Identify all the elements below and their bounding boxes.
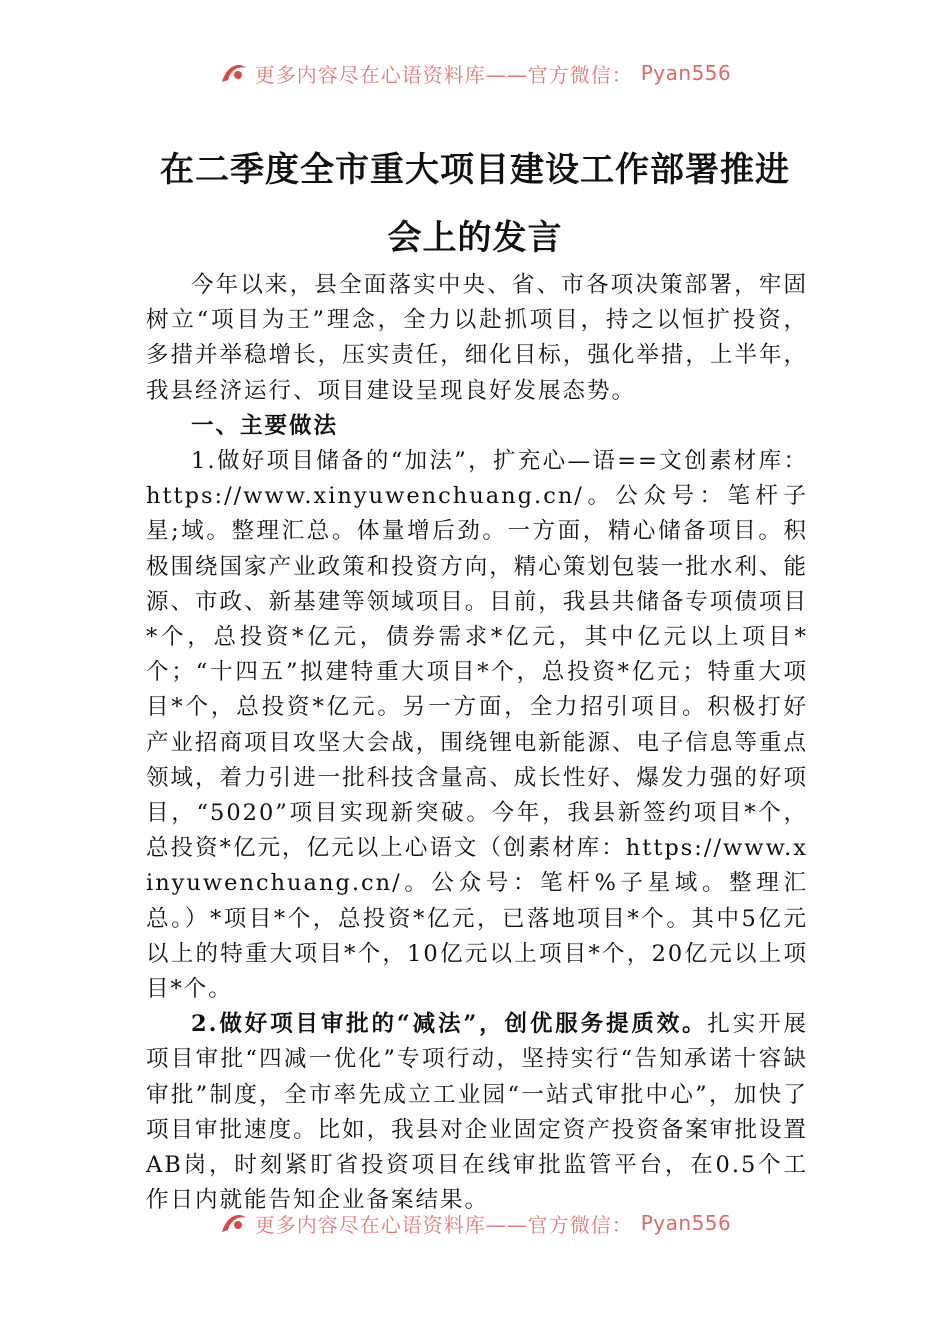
paragraph-2 — [146, 1007, 808, 1218]
watermark-text: 更多内容尽在心语资料库——官方微信： — [254, 1212, 633, 1237]
document-title-line-1: 在二季度全市重大项目建设工作部署推进 — [160, 150, 790, 190]
section-heading: 一、主要做法 — [191, 412, 339, 439]
paragraph-1: 1.做好项目储备的“加法”，扩充心—语==文创素材库：https://www.xinyuwenchuang.cn/。公众号：笔杆子星;域。整理汇总。体量增后劲。一方面，精心储备项目。积极围绕国家产业政策和投资方向，精心策划包装一批水利、能源、市政、新基建等领域项目。目前，我县共储备专项债项目*个，总投资*亿元，债券需求*亿元，其中亿元以上项目*个；“十四五”拟建特重大项目*个，总投资*亿元；特重大项目*个，总投资*亿元。另一方面，全力招引项目。积极打好产业招商项目攻坚大会战，围绕锂电新能源、电子信息等重点领域，着力引进一批科技含量高、成长性好、爆发力强的好项目，“5020”项目实现新突破。今年，我县新签约项目*个，总投资*亿元，亿元以上心语文（创素材库：https://www.xinyuwenchuang.cn/。公众号：笔杆%子星域。整理汇总。）*项目*个，总投资*亿元，已落地项目*个。其中5亿元以上的特重大项目*个，10亿元以上项目*个，20亿元以上项目*个。 — [146, 448, 808, 1003]
watermark-id: Pyan556 — [640, 61, 732, 85]
document-title-line-2: 会上的发言 — [387, 218, 563, 258]
watermark-id: Pyan556 — [640, 1211, 732, 1235]
brand-logo-icon — [219, 60, 249, 86]
watermark-text: 更多内容尽在心语资料库——官方微信： — [254, 62, 633, 87]
document-body — [146, 268, 808, 1218]
watermark-footer — [0, 1208, 950, 1238]
paragraph-2-body: 扎实开展项目审批“四减一优化”专项行动，坚持实行“告知承诺十容缺审批”制度，全市率先成立工业园“一站式审批中心”，加快了项目审批速度。比如，我县对企业固定资产投资备案审批设置AB岗，时刻紧盯省投资项目在线审批监管平台，在0.5个工作日内就能告知企业备案结果。 — [146, 1011, 808, 1214]
watermark-header — [0, 58, 950, 88]
intro-paragraph: 今年以来，县全面落实中央、省、市各项决策部署，牢固树立“项目为王”理念，全力以赴抓项目，持之以恒扩投资，多措并举稳增长，压实责任，细化目标，强化举措，上半年，我县经济运行、项目建设呈现良好发展态势。 — [146, 272, 808, 404]
paragraph-2-lead: 2.做好项目审批的“减法”，创优服务提质效。 — [191, 1011, 708, 1038]
brand-logo-icon — [219, 1210, 249, 1236]
